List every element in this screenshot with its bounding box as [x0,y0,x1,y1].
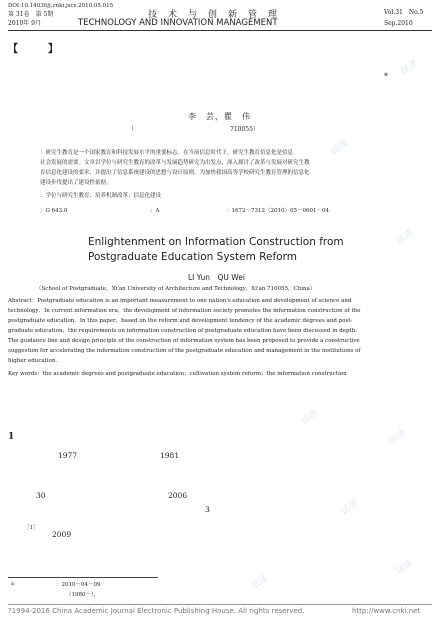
date-cn: 2010年 9月 [8,20,41,27]
cnki-url[interactable]: http://www.cnki.net [352,607,421,615]
body-number-3: 3 [205,505,210,514]
authors-en: LI Yun QU Wei [188,273,245,282]
footnote-rule [8,577,158,578]
watermark: 试读 [387,428,409,447]
watermark: 试读 [339,498,361,517]
volume-en: Vol.31 No.5 [384,9,424,16]
footnote-star: ＊ [10,582,16,588]
watermark: 试读 [394,558,416,577]
clc-number: ：G 643.0 [40,208,68,214]
copyright-notice: ?1994-2016 China Academic Journal Electronic Publishing House. All rights reserved. [8,607,305,615]
affiliation-cn: （ 710055） [128,126,259,133]
title-en-line-2: Postgraduate Education System Reform [88,251,297,263]
watermark: 试读 [329,138,351,157]
document-code: ：A [150,208,160,214]
footer-rule [8,604,432,605]
abstract-cn-line-4: 建设步伐提出了建设性依据。 [40,180,112,186]
body-year-1977: 1977 [58,451,78,460]
abstract-cn-line-1: ：研究生教育是一个国家教育和科技发展水平的重要标志。在当前信息时代下，研究生教育信息化是信息 [40,150,294,156]
volume-cn: 第 31卷 第 5期 [8,11,54,18]
abstract-en-line-3: postgraduate education．In this paper，based on the reform and development tendency of the academic degrees and post- [8,318,353,324]
body-year-2009: 2009 [52,530,72,539]
watermark: 试读 [399,58,421,77]
keywords-en: Key words：the academic degrees and postgraduate education；cultivation system reform；the information construction [8,371,347,377]
title-en-line-1: Enlightenment on Information Construction from [88,236,344,248]
title-asterisk: * [384,72,388,81]
article-id: ：1672－7312（2010）05－0601－04 [226,208,329,214]
abstract-en-line-5: The guidance line and design principle of the construction of information system has been proposed to provide a constructive [8,338,360,344]
author-birth-year: （1980－）， [66,592,100,598]
body-year-2006: 2006 [168,491,188,500]
date-en: Sep.2010 [384,20,413,27]
affiliation-en: （School of Postgraduate，Xi'an University of Architecture and Technology，Xi'an 710055，China） [36,286,316,292]
section-number: 1 [8,432,15,442]
abstract-cn-line-2: 社会发展的需要。文章以学位与研究生教育的改革与发展趋势研究为出发点，深入探讨了改革与发展对研究生教 [40,160,310,166]
header-rule [8,30,432,31]
abstract-en-line-7: higher education． [8,358,61,364]
watermark: 试读 [249,573,271,592]
keywords-cn: ：学位与研究生教育；培养机制改革；信息化建设 [40,193,162,199]
abstract-en-line-4: graduate education，the requirements on information construction of postgraduate education have been discussed in depth． [8,328,361,334]
doi: DOI:10.14030/j.cnki.jscs.2010.05.015 [8,3,114,9]
abstract-en-line-2: technology．In current information era，the development of information society promotes the information construction of the [8,308,361,314]
authors-cn: 李 芸，瞿 伟 [188,112,251,121]
received-date: ：2010－04－09 [56,582,101,588]
body-year-1981: 1981 [160,451,180,460]
body-number-30: 30 [36,491,46,500]
watermark: 试读 [394,228,416,247]
column-bracket: 【 】 [8,44,58,55]
journal-title-cn: 技 术 与 创 新 管 理 [148,10,279,20]
abstract-en-line-6: suggestion for accelerating the information construction of the postgraduate education and management in the institutions of [8,348,361,354]
reference-marker-1: ［1］ [24,525,39,531]
journal-title-en: TECHNOLOGY AND INNOVATION MANAGEMENT [78,18,278,28]
abstract-cn-line-3: 育信息化建设的要求，并提出了信息系统建设的思想与设计原则，为加快我国高等学校研究生教育管理的信息化 [40,170,310,176]
watermark: 试读 [299,408,321,427]
abstract-en-line-1: Abstract：Postgraduate education is an important measurement to one nation's education and development of science and [8,298,352,304]
